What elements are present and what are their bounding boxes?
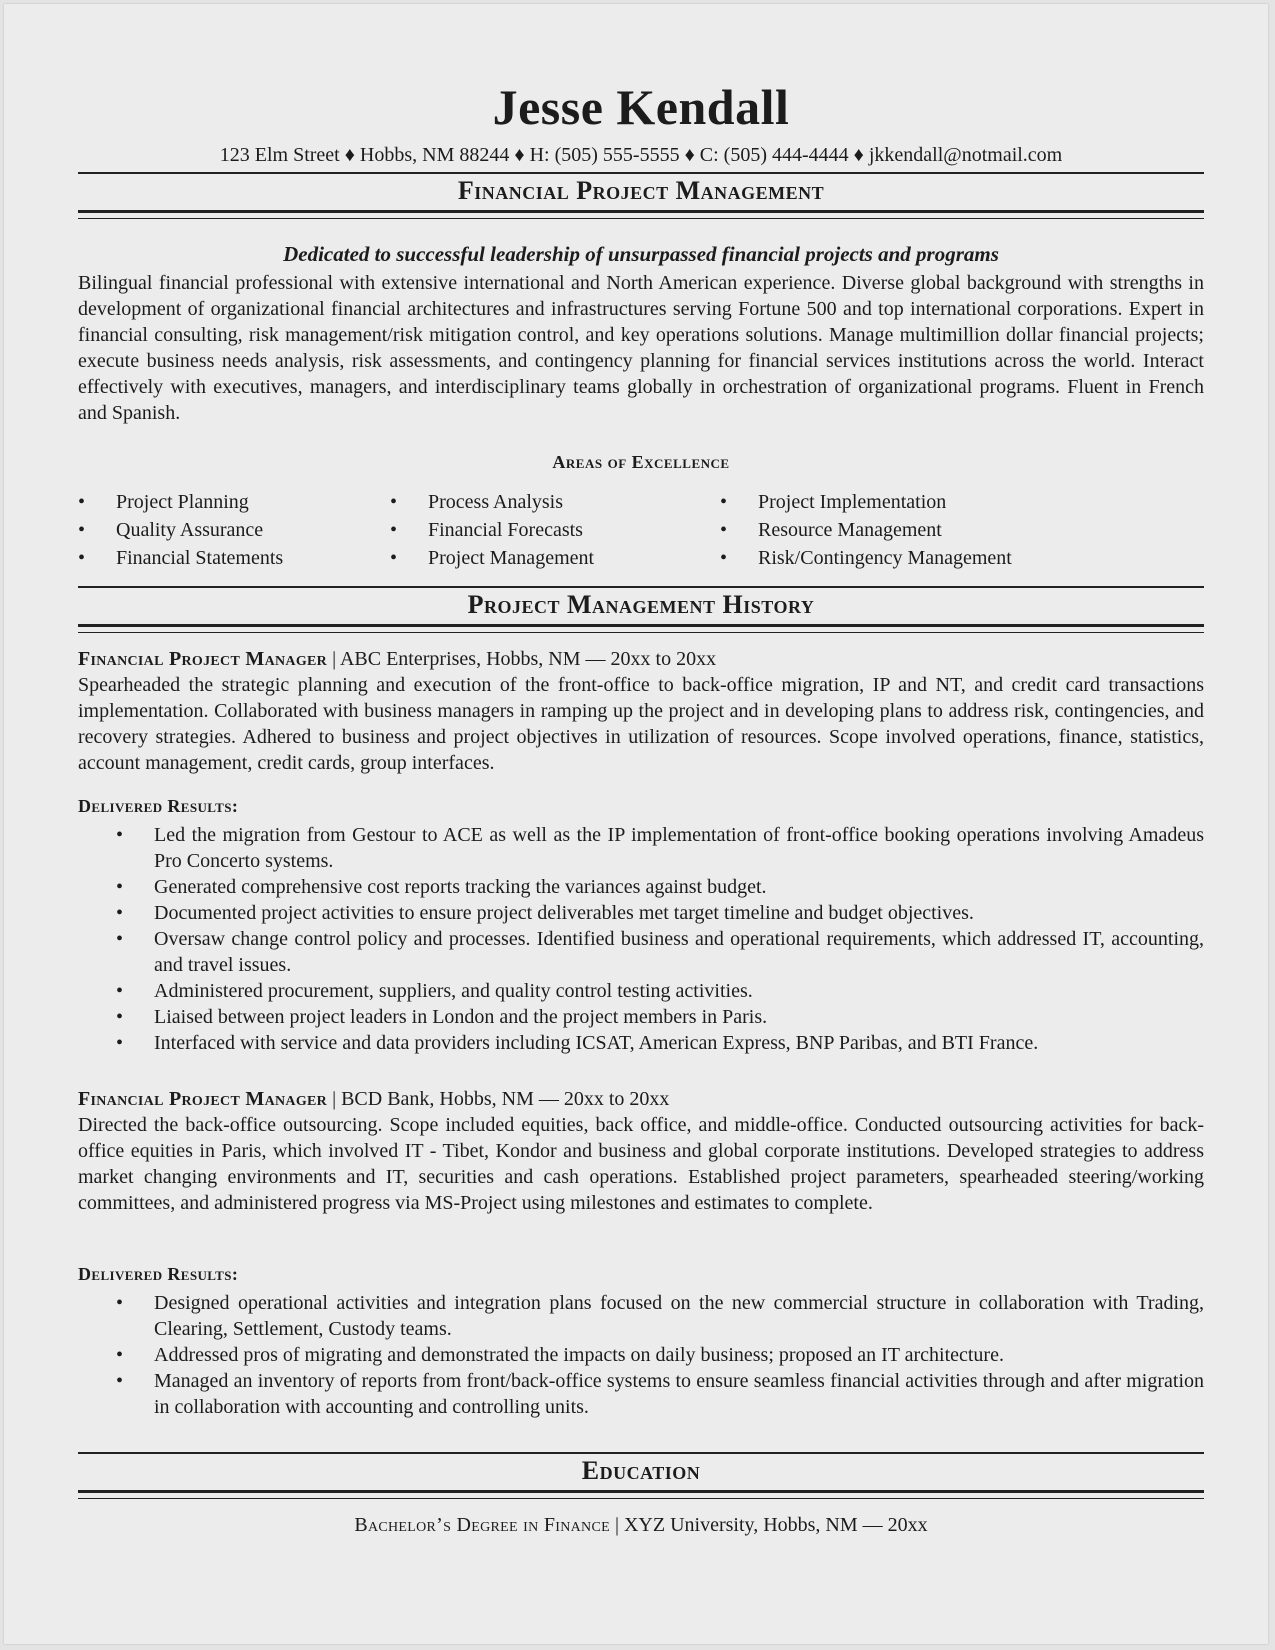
job-company: BCD Bank, Hobbs, NM — 20xx to 20xx [341, 1088, 670, 1110]
job-description: Spearheaded the strategic planning and execution of the front-office to back-office migration, IP and NT, and credit card transactions implementation. Collaborated with business managers in ramping up the project and in developing plans to address risk, contingencies, and recovery strategies. Adhered to business and project objectives in utilization of resources. Scope involved operations, finance, statistics, account management, credit cards, group interfaces. [78, 674, 1204, 774]
list-item: • Led the migration from Gestour to ACE as well as the IP implementation of front-office booking operations involving Amadeus Pro Concerto systems. [116, 822, 1204, 874]
separator: | [332, 1088, 342, 1110]
job-heading [78, 646, 1204, 672]
delivered-results-list [116, 822, 1204, 1056]
job-heading [78, 1086, 1204, 1112]
list-item: • Managed an inventory of reports from front/back-office systems to ensure seamless financial activities through and after migration in collaboration with accounting and controlling units. [116, 1368, 1204, 1420]
list-item: • Administered procurement, suppliers, and quality control testing activities. [116, 978, 1204, 1004]
list-item: • Resource Management [720, 516, 1012, 544]
job-description: Directed the back-office outsourcing. Scope included equities, back office, and middle-office. Conducted outsourcing activities for back-office equities in Paris, which involved IT - Tibet, Kondor and business and global corporate institutions. Developed strategies to address market changing environments and IT, securities and cash operations. Established project parameters, spearheaded steering/working committees, and administered progress via MS-Project using milestones and estimates to complete. [78, 1114, 1204, 1214]
divider-top [78, 586, 1204, 588]
delivered-results-list [116, 1290, 1204, 1420]
job-role: Financial Project Manager [78, 1088, 328, 1110]
list-item: • Addressed pros of migrating and demonstrated the impacts on daily business; proposed an IT architecture. [116, 1342, 1204, 1368]
areas-column [720, 488, 1012, 572]
areas-of-excellence-list [78, 488, 1204, 572]
areas-column [78, 488, 283, 572]
list-item: • Process Analysis [390, 488, 594, 516]
summary-text: Bilingual financial professional with extensive international and North American experience. Diverse global background with strengths in development of organizational financial architectures and infrastructures serving Fortune 500 and top international corporations. Expert in financial consulting, risk management/risk mitigation control, and key operations solutions. Manage multimillion dollar financial projects; execute business needs analysis, risk assessments, and contingency planning for financial services institutions across the world. Interact effectively with executives, managers, and interdisciplinary teams globally in orchestration of organizational programs. Fluent in French and Spanish. [78, 272, 1204, 424]
separator: | [614, 1514, 624, 1536]
divider-bottom [78, 210, 1204, 219]
list-item: • Project Planning [78, 488, 283, 516]
areas-column [390, 488, 594, 572]
list-item: • Designed operational activities and integration plans focused on the new commercial structure in collaboration with Trading, Clearing, Settlement, Custody teams. [116, 1290, 1204, 1342]
school: XYZ University, Hobbs, NM — 20xx [623, 1514, 928, 1536]
areas-of-excellence-title: Areas of Excellence [552, 452, 730, 472]
job-company: ABC Enterprises, Hobbs, NM — 20xx to 20xx [339, 648, 717, 670]
list-item: • Financial Forecasts [390, 516, 594, 544]
delivered-results-label: Delivered Results: [78, 796, 239, 816]
contact-line: 123 Elm Street ♦ Hobbs, NM 88244 ♦ H: (505) 555-5555 ♦ C: (505) 444-4444 ♦ jkkendall@notmail.com [219, 144, 1063, 166]
resume-page [4, 4, 1268, 1644]
list-item: • Risk/Contingency Management [720, 544, 1012, 572]
list-item: • Project Management [390, 544, 594, 572]
divider-bottom [78, 624, 1204, 633]
job-role: Financial Project Manager [78, 648, 328, 670]
list-item: • Interfaced with service and data providers including ICSAT, American Express, BNP Paribas, and BTI France. [116, 1030, 1204, 1056]
education-entry [78, 1514, 1204, 1537]
list-item: • Generated comprehensive cost reports tracking the variances against budget. [116, 874, 1204, 900]
divider-top [78, 172, 1204, 174]
list-item: • Liaised between project leaders in London and the project members in Paris. [116, 1004, 1204, 1030]
delivered-results-label: Delivered Results: [78, 1264, 239, 1284]
separator: | [332, 648, 340, 670]
list-item: • Quality Assurance [78, 516, 283, 544]
summary-section-title: Financial Project Management [457, 176, 825, 205]
list-item: • Financial Statements [78, 544, 283, 572]
candidate-name: Jesse Kendall [492, 79, 790, 135]
list-item: • Oversaw change control policy and processes. Identified business and operational requirements, which addressed IT, accounting, and travel issues. [116, 926, 1204, 978]
divider-bottom [78, 1490, 1204, 1499]
list-item: • Documented project activities to ensure project deliverables met target timeline and budget objectives. [116, 900, 1204, 926]
history-section-title: Project Management History [467, 590, 815, 619]
summary-tagline: Dedicated to successful leadership of unsurpassed financial projects and programs [283, 242, 999, 266]
degree: Bachelor’s Degree in Finance [354, 1514, 610, 1536]
list-item: • Project Implementation [720, 488, 1012, 516]
divider-top [78, 1452, 1204, 1454]
education-section-title: Education [581, 1456, 701, 1485]
